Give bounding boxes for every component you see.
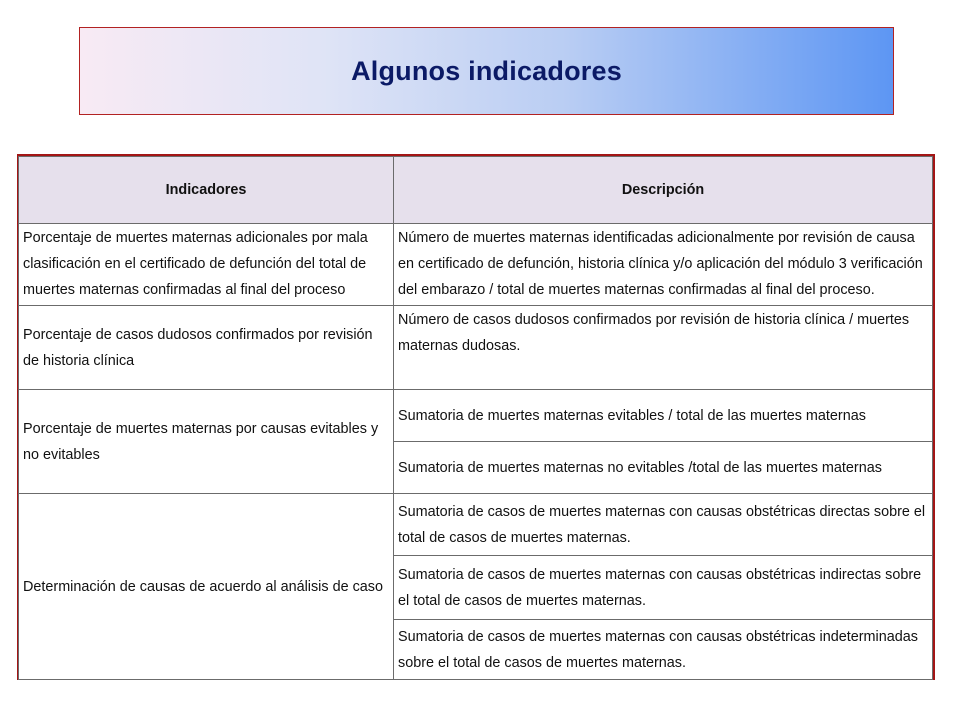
description-cell: Sumatoria de muertes maternas no evitables /total de las muertes maternas	[394, 442, 933, 494]
description-cell: Sumatoria de casos de muertes maternas con causas obstétricas directas sobre el total de casos de muertes maternas.	[394, 494, 933, 556]
indicators-table	[18, 156, 933, 680]
table-row	[19, 306, 933, 390]
description-cell: Número de muertes maternas identificadas adicionalmente por revisión de causa en certificado de defunción, historia clínica y/o aplicación del módulo 3 verificación del embarazo / total de muertes maternas confirmadas al final del proceso.	[394, 224, 933, 306]
indicators-table-container	[17, 154, 935, 680]
header-indicadores: Indicadores	[19, 157, 394, 224]
indicator-cell: Porcentaje de muertes maternas por causas evitables y no evitables	[19, 390, 394, 494]
table-header-row	[19, 157, 933, 224]
indicator-cell: Porcentaje de casos dudosos confirmados por revisión de historia clínica	[19, 306, 394, 390]
description-cell: Sumatoria de casos de muertes maternas con causas obstétricas indeterminadas sobre el total de casos de muertes maternas.	[394, 620, 933, 680]
table-row	[19, 494, 933, 556]
header-descripcion: Descripción	[394, 157, 933, 224]
description-cell: Sumatoria de muertes maternas evitables / total de las muertes maternas	[394, 390, 933, 442]
slide-title: Algunos indicadores	[351, 55, 622, 86]
table-row	[19, 224, 933, 306]
description-cell: Sumatoria de casos de muertes maternas con causas obstétricas indirectas sobre el total de casos de muertes maternas.	[394, 556, 933, 620]
indicator-cell: Porcentaje de muertes maternas adicionales por mala clasificación en el certificado de defunción del total de muertes maternas confirmadas al final del proceso	[19, 224, 394, 306]
indicator-cell: Determinación de causas de acuerdo al análisis de caso	[19, 494, 394, 680]
description-cell: Número de casos dudosos confirmados por revisión de historia clínica / muertes maternas dudosas.	[394, 306, 933, 390]
title-banner	[79, 27, 894, 115]
table-row	[19, 390, 933, 442]
